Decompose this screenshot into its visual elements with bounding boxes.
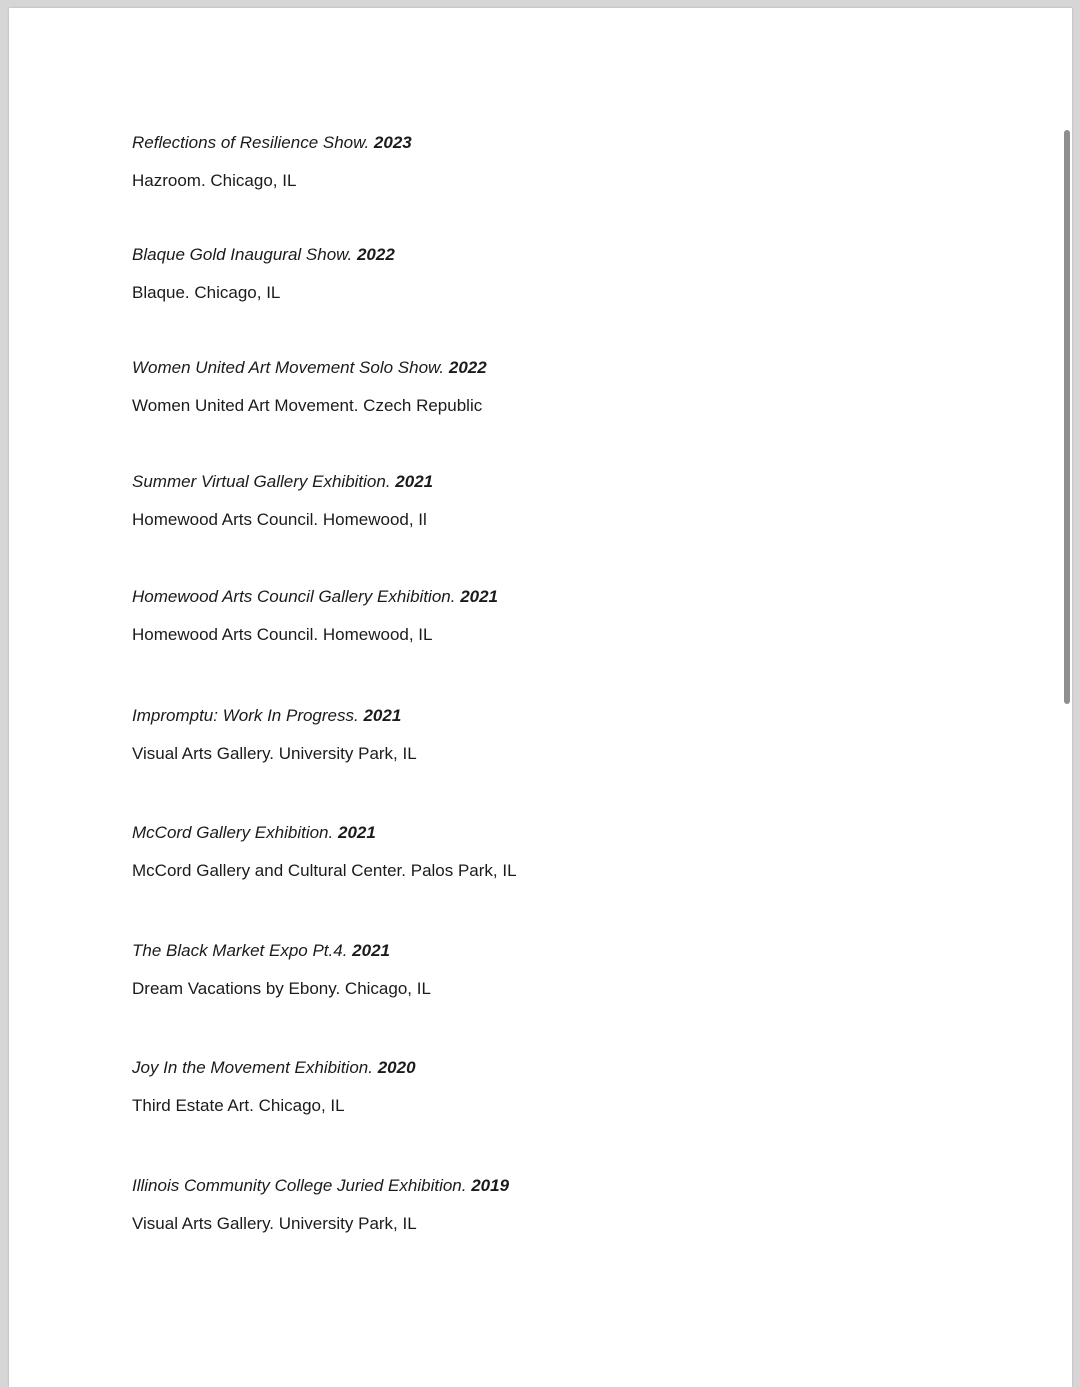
exhibition-venue: Third Estate Art. Chicago, IL xyxy=(132,1096,345,1115)
exhibition-name: Summer Virtual Gallery Exhibition. xyxy=(132,472,391,491)
exhibition-name: Women United Art Movement Solo Show. xyxy=(132,358,445,377)
exhibition-title-line xyxy=(132,822,892,844)
exhibition-venue: Women United Art Movement. Czech Republic xyxy=(132,396,483,415)
exhibition-title-line xyxy=(132,586,892,608)
exhibition-entry xyxy=(132,1057,892,1117)
exhibition-year: 2019 xyxy=(471,1176,510,1195)
exhibition-title-line xyxy=(132,357,892,379)
exhibition-name: Homewood Arts Council Gallery Exhibition. xyxy=(132,587,456,606)
exhibition-venue: Hazroom. Chicago, IL xyxy=(132,171,297,190)
exhibition-venue: Homewood Arts Council. Homewood, Il xyxy=(132,510,427,529)
exhibition-entry xyxy=(132,132,892,192)
exhibition-entry xyxy=(132,471,892,531)
exhibition-year: 2020 xyxy=(377,1058,416,1077)
exhibition-name: Illinois Community College Juried Exhibition. xyxy=(132,1176,467,1195)
exhibition-year: 2021 xyxy=(352,941,390,960)
document-page xyxy=(9,8,1072,1387)
exhibition-entry xyxy=(132,244,892,304)
exhibition-year: 2021 xyxy=(395,472,434,491)
exhibition-venue: Dream Vacations by Ebony. Chicago, IL xyxy=(132,979,431,998)
exhibition-entry xyxy=(132,357,892,417)
exhibition-year: 2023 xyxy=(373,133,412,152)
exhibition-title-line xyxy=(132,1175,892,1197)
exhibition-title-line xyxy=(132,1057,892,1079)
exhibition-title-line xyxy=(132,132,892,154)
exhibition-name: Joy In the Movement Exhibition. xyxy=(132,1058,373,1077)
exhibition-entry xyxy=(132,705,892,765)
exhibition-year: 2021 xyxy=(363,706,402,725)
exhibition-title-line xyxy=(132,705,892,727)
exhibition-entry xyxy=(132,1175,892,1235)
exhibition-venue: Blaque. Chicago, IL xyxy=(132,283,281,302)
exhibition-name: The Black Market Expo Pt.4. xyxy=(132,941,348,960)
exhibition-title-line xyxy=(132,244,892,266)
exhibition-title-line xyxy=(132,471,892,493)
exhibition-entry xyxy=(132,940,892,1000)
scrollbar-thumb[interactable] xyxy=(1064,130,1070,704)
exhibition-venue: Visual Arts Gallery. University Park, IL xyxy=(132,744,417,763)
exhibition-venue: Visual Arts Gallery. University Park, IL xyxy=(132,1214,417,1233)
exhibition-entry xyxy=(132,822,892,882)
exhibition-name: Blaque Gold Inaugural Show. xyxy=(132,245,353,264)
exhibition-title-line xyxy=(132,940,892,962)
exhibition-venue: McCord Gallery and Cultural Center. Palos Park, IL xyxy=(132,861,517,880)
exhibition-name: McCord Gallery Exhibition. xyxy=(132,823,334,842)
exhibition-name: Reflections of Resilience Show. xyxy=(132,133,370,152)
exhibition-venue: Homewood Arts Council. Homewood, IL xyxy=(132,625,433,644)
exhibition-name: Impromptu: Work In Progress. xyxy=(132,706,359,725)
vertical-scrollbar[interactable] xyxy=(1062,8,1072,1387)
exhibition-entry xyxy=(132,586,892,646)
exhibition-year: 2021 xyxy=(460,587,499,606)
exhibition-year: 2022 xyxy=(356,245,395,264)
exhibition-year: 2021 xyxy=(337,823,376,842)
exhibition-year: 2022 xyxy=(448,358,487,377)
